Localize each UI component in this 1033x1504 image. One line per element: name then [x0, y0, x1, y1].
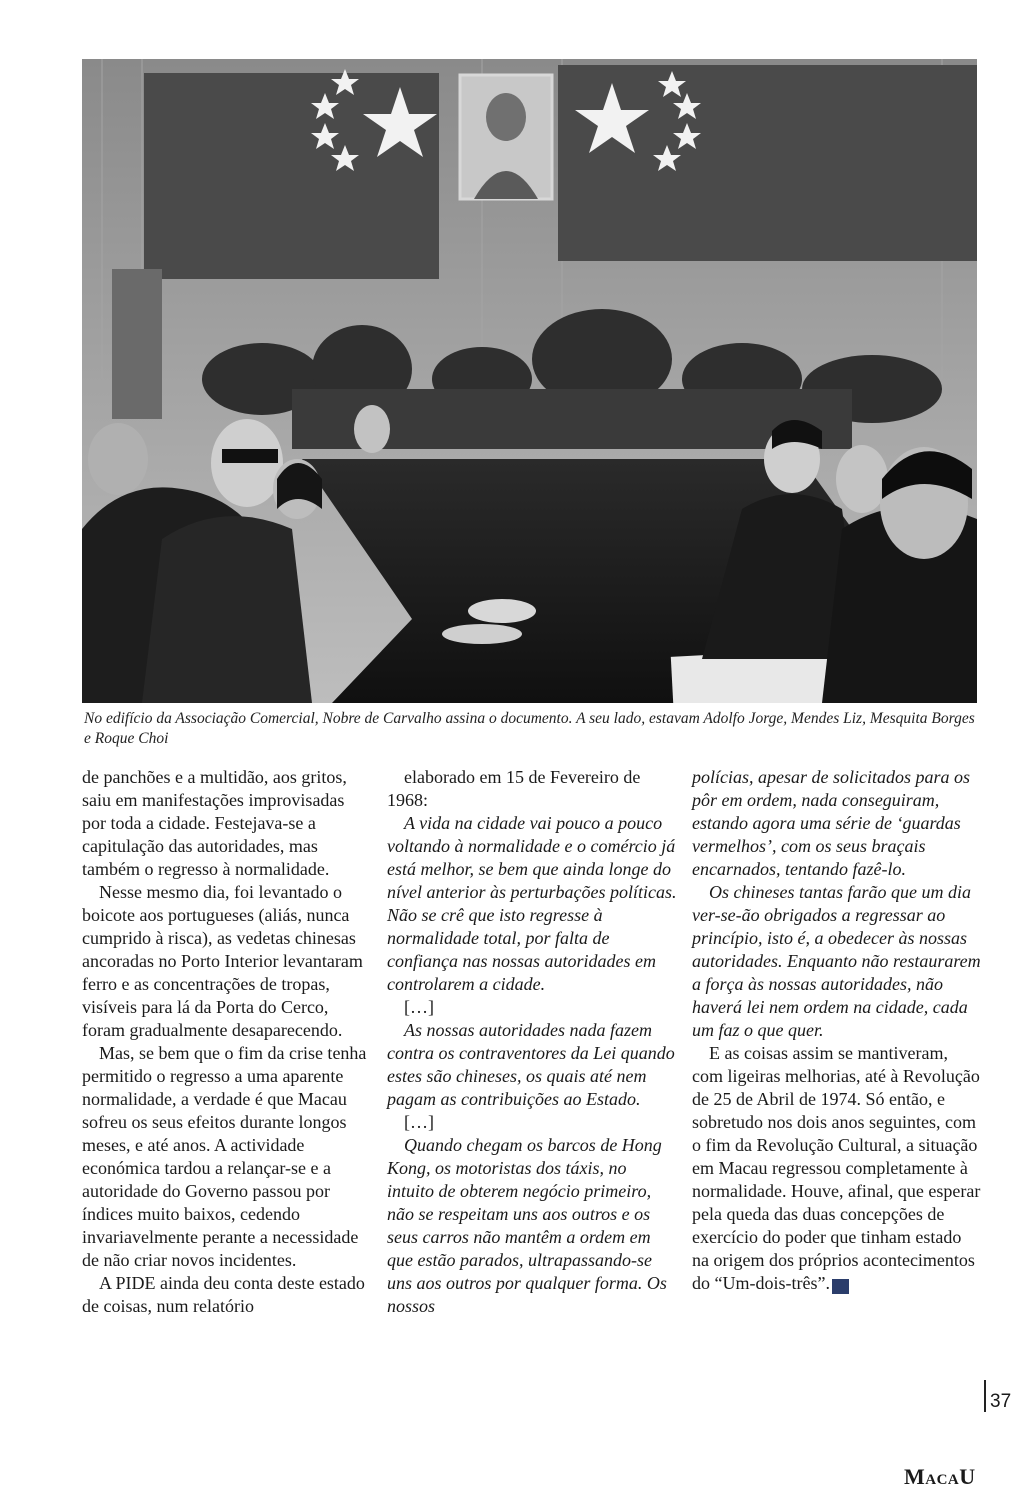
- paragraph: A PIDE ainda deu conta deste estado de coisas, num relatório: [82, 1273, 365, 1316]
- magazine-brand: MacaU: [904, 1464, 976, 1489]
- text-column-1: [82, 766, 372, 1318]
- page-number: 37: [984, 1380, 1011, 1412]
- paragraph: de panchões e a multidão, aos gritos, saiu em manifestações improvisadas por toda a cidade. Festejava-se a capitulação das autoridades, mas também o regresso à normalidade.: [82, 767, 347, 879]
- text-column-3: [692, 766, 982, 1295]
- photo-caption: No edifício da Associação Comercial, Nobre de Carvalho assina o documento. A seu lado, estavam Adolfo Jorge, Mendes Liz, Mesquita Borges e Roque Choi: [84, 710, 975, 747]
- paragraph-closing: [692, 1042, 982, 1295]
- article-photo: [82, 59, 977, 703]
- left-flag: [144, 69, 439, 279]
- quote-paragraph: Quando chegam os barcos de Hong Kong, os motoristas dos táxis, no intuito de obterem negócio primeiro, não se respeitam uns aos outros e os seus carros não mantêm a ordem em que estão parados, ultrapassando-se uns aos outros por qualquer forma. Os nossos: [387, 1135, 667, 1316]
- quote-paragraph: As nossas autoridades nada fazem contra os contraventores da Lei quando estes são chineses, os quais até nem pagam as contribuições ao Estado.: [387, 1020, 675, 1109]
- quote-paragraph: polícias, apesar de solicitados para os pôr em ordem, nada conseguiram, estando agora uma série de ‘guardas vermelhos’, com os seus braçais encarnados, tentando fazê-lo.: [692, 767, 970, 879]
- paragraph: elaborado em 15 de Fevereiro de 1968:: [387, 767, 641, 810]
- quote-paragraph: A vida na cidade vai pouco a pouco voltando à normalidade e o comércio já está melhor, se bem que ainda longe do nível anterior às perturbações políticas. Não se crê que isto regresse à normalidade total, por falta de confiança nas nossas autoridades em controlarem a cidade.: [387, 813, 677, 994]
- portrait-frame: [460, 75, 552, 199]
- end-mark-icon: M: [832, 1279, 849, 1294]
- photo-illustration: [82, 59, 977, 703]
- paragraph-text: E as coisas assim se mantiveram, com ligeiras melhorias, até à Revolução de 25 de Abril de 1974. Só então, e sobretudo nos dois anos seguintes, com o fim da Revolução Cultural, a situação em Macau regressou completamente à normalidade. Houve, afinal, que esperar pela queda das duas concepções de exercício do poder que tinham estado na origem dos próprios acontecimentos do “Um-dois-três”.: [692, 1043, 981, 1293]
- paragraph: Mas, se bem que o fim da crise tenha permitido o regresso a uma aparente normalidade, a verdade é que Macau sofreu os seus efeitos durante longos meses, e até anos. A actividade económica tardou a relançar-se e a autoridade do Governo passou por índices muito baixos, cedendo invariavelmente perante a necessidade de não criar novos incidentes.: [82, 1043, 367, 1270]
- right-flag: [558, 65, 977, 261]
- ellipsis: […]: [404, 997, 434, 1017]
- ellipsis: […]: [404, 1112, 434, 1132]
- paragraph: Nesse mesmo dia, foi levantado o boicote aos portugueses (aliás, nunca cumprido à risca), as vedetas chinesas ancoradas no Porto Interior levantaram ferro e as concentrações de tropas, visíveis para lá da Porta do Cerco, foram gradualmente desaparecendo.: [82, 882, 363, 1040]
- text-column-2: [387, 766, 677, 1318]
- quote-paragraph: Os chineses tantas farão que um dia ver-se-ão obrigados a regressar ao princípio, isto é, a obedecer às nossas autoridades. Enquanto não restaurarem a força às nossas autoridades, não haverá lei nem ordem na cidade, cada um faz o que quer.: [692, 882, 981, 1040]
